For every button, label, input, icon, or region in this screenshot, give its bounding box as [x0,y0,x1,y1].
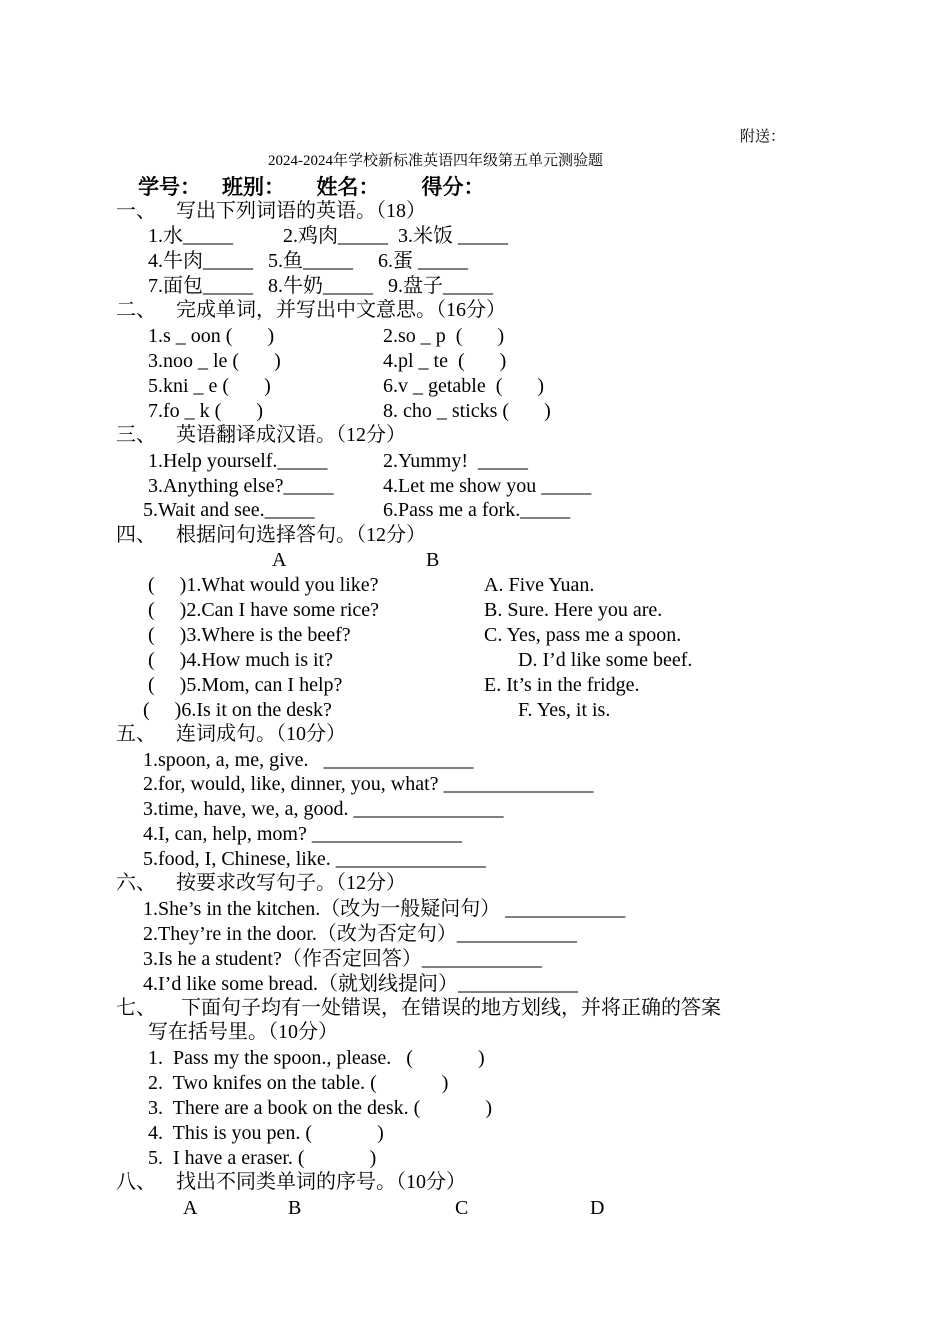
section-5-line: 1.spoon, a, me, give. _______________ [143,749,474,771]
section-6-line: 2.They’re in the door.（改为否定句）____________ [143,923,577,945]
section-3-heading: 三、 英语翻译成汉语。（12分） [116,424,406,446]
section-5-line: 5.food, I, Chinese, like. _______________ [143,848,486,870]
section-4-question: ( )2.Can I have some rice? [148,599,380,621]
section-1-line: 1.水_____ 2.鸡肉_____ 3.米饭 _____ [148,225,508,247]
page-title: 2024-2024年学校新标准英语四年级第五单元测验题 [268,153,603,169]
section-2-heading: 二、 完成单词，并写出中文意思。（16分） [116,299,506,321]
section-7-line: 1. Pass my the spoon., please. ( ) [148,1047,485,1069]
section-2-item: 6.v _ getable ( ) [383,375,545,397]
section-7-line: 4. This is you pen. ( ) [148,1122,384,1144]
appendix-label: 附送： [740,129,786,145]
section-8-col-label: A [183,1197,198,1219]
section-1-line: 7.面包_____ 8.牛奶_____ 9.盘子_____ [148,275,493,297]
section-8-heading: 八、 找出不同类单词的序号。（10分） [116,1171,466,1193]
section-8-col-label: C [455,1197,469,1219]
section-3-item: 4.Let me show you _____ [383,475,592,497]
section-2-item: 5.kni _ e ( ) [148,375,271,397]
section-4-question: ( )6.Is it on the desk? [143,699,332,721]
section-6-line: 1.She’s in the kitchen.（改为一般疑问句） ____________ [143,898,626,920]
section-1-line: 4.牛肉_____ 5.鱼_____ 6.蛋 _____ [148,250,468,272]
section-7-heading: 七、 下面句子均有一处错误，在错误的地方划线，并将正确的答案 [116,997,721,1019]
section-2-item: 2.so _ p ( ) [383,325,505,347]
section-2-item: 8. cho _ sticks ( ) [383,400,551,422]
section-4-question: ( )5.Mom, can I help? [148,674,343,696]
section-1-heading: 一、 写出下列词语的英语。（18） [116,200,426,222]
section-2-item: 7.fo _ k ( ) [148,400,263,422]
student-info-line: 学号： 班别： 姓名： 得分： [138,175,485,199]
section-3-item: 1.Help yourself._____ [148,450,328,472]
section-2-item: 4.pl _ te ( ) [383,350,507,372]
section-7-line: 2. Two knifes on the table. ( ) [148,1072,449,1094]
section-4-answer: F. Yes, it is. [518,699,611,721]
section-4-answer: A. Five Yuan. [484,574,595,596]
section-4-heading: 四、 根据问句选择答句。（12分） [116,524,426,546]
section-2-item: 3.noo _ le ( ) [148,350,281,372]
section-6-heading: 六、 按要求改写句子。（12分） [116,872,406,894]
section-4-answer: B. Sure. Here you are. [484,599,663,621]
section-3-item: 5.Wait and see._____ [143,499,315,521]
section-4-question: ( )4.How much is it? [148,649,333,671]
section-7-line: 5. I have a eraser. ( ) [148,1147,377,1169]
section-5-line: 4.I, can, help, mom? _______________ [143,823,462,845]
section-4-answer: C. Yes, pass me a spoon. [484,624,682,646]
section-4-question: ( )3.Where is the beef? [148,624,351,646]
section-6-line: 3.Is he a student?（作否定回答）____________ [143,948,542,970]
section-5-heading: 五、 连词成句。（10分） [116,723,346,745]
section-5-line: 3.time, have, we, a, good. _______________ [143,798,504,820]
section-7-heading-cont: 写在括号里。（10分） [148,1021,338,1043]
section-6-line: 4.I’d like some bread.（就划线提问）____________ [143,973,578,995]
section-8-col-label: B [288,1197,302,1219]
section-3-item: 3.Anything else?_____ [148,475,334,497]
column-b-label: B [426,549,440,571]
section-4-answer: D. I’d like some beef. [518,649,693,671]
section-5-line: 2.for, would, like, dinner, you, what? _______________ [143,773,594,795]
section-3-item: 6.Pass me a fork._____ [383,499,571,521]
section-7-line: 3. There are a book on the desk. ( ) [148,1097,492,1119]
section-2-item: 1.s _ oon ( ) [148,325,275,347]
section-8-col-label: D [590,1197,605,1219]
section-3-item: 2.Yummy! _____ [383,450,528,472]
section-4-question: ( )1.What would you like? [148,574,379,596]
column-a-label: A [272,549,287,571]
section-4-answer: E. It’s in the fridge. [484,674,640,696]
